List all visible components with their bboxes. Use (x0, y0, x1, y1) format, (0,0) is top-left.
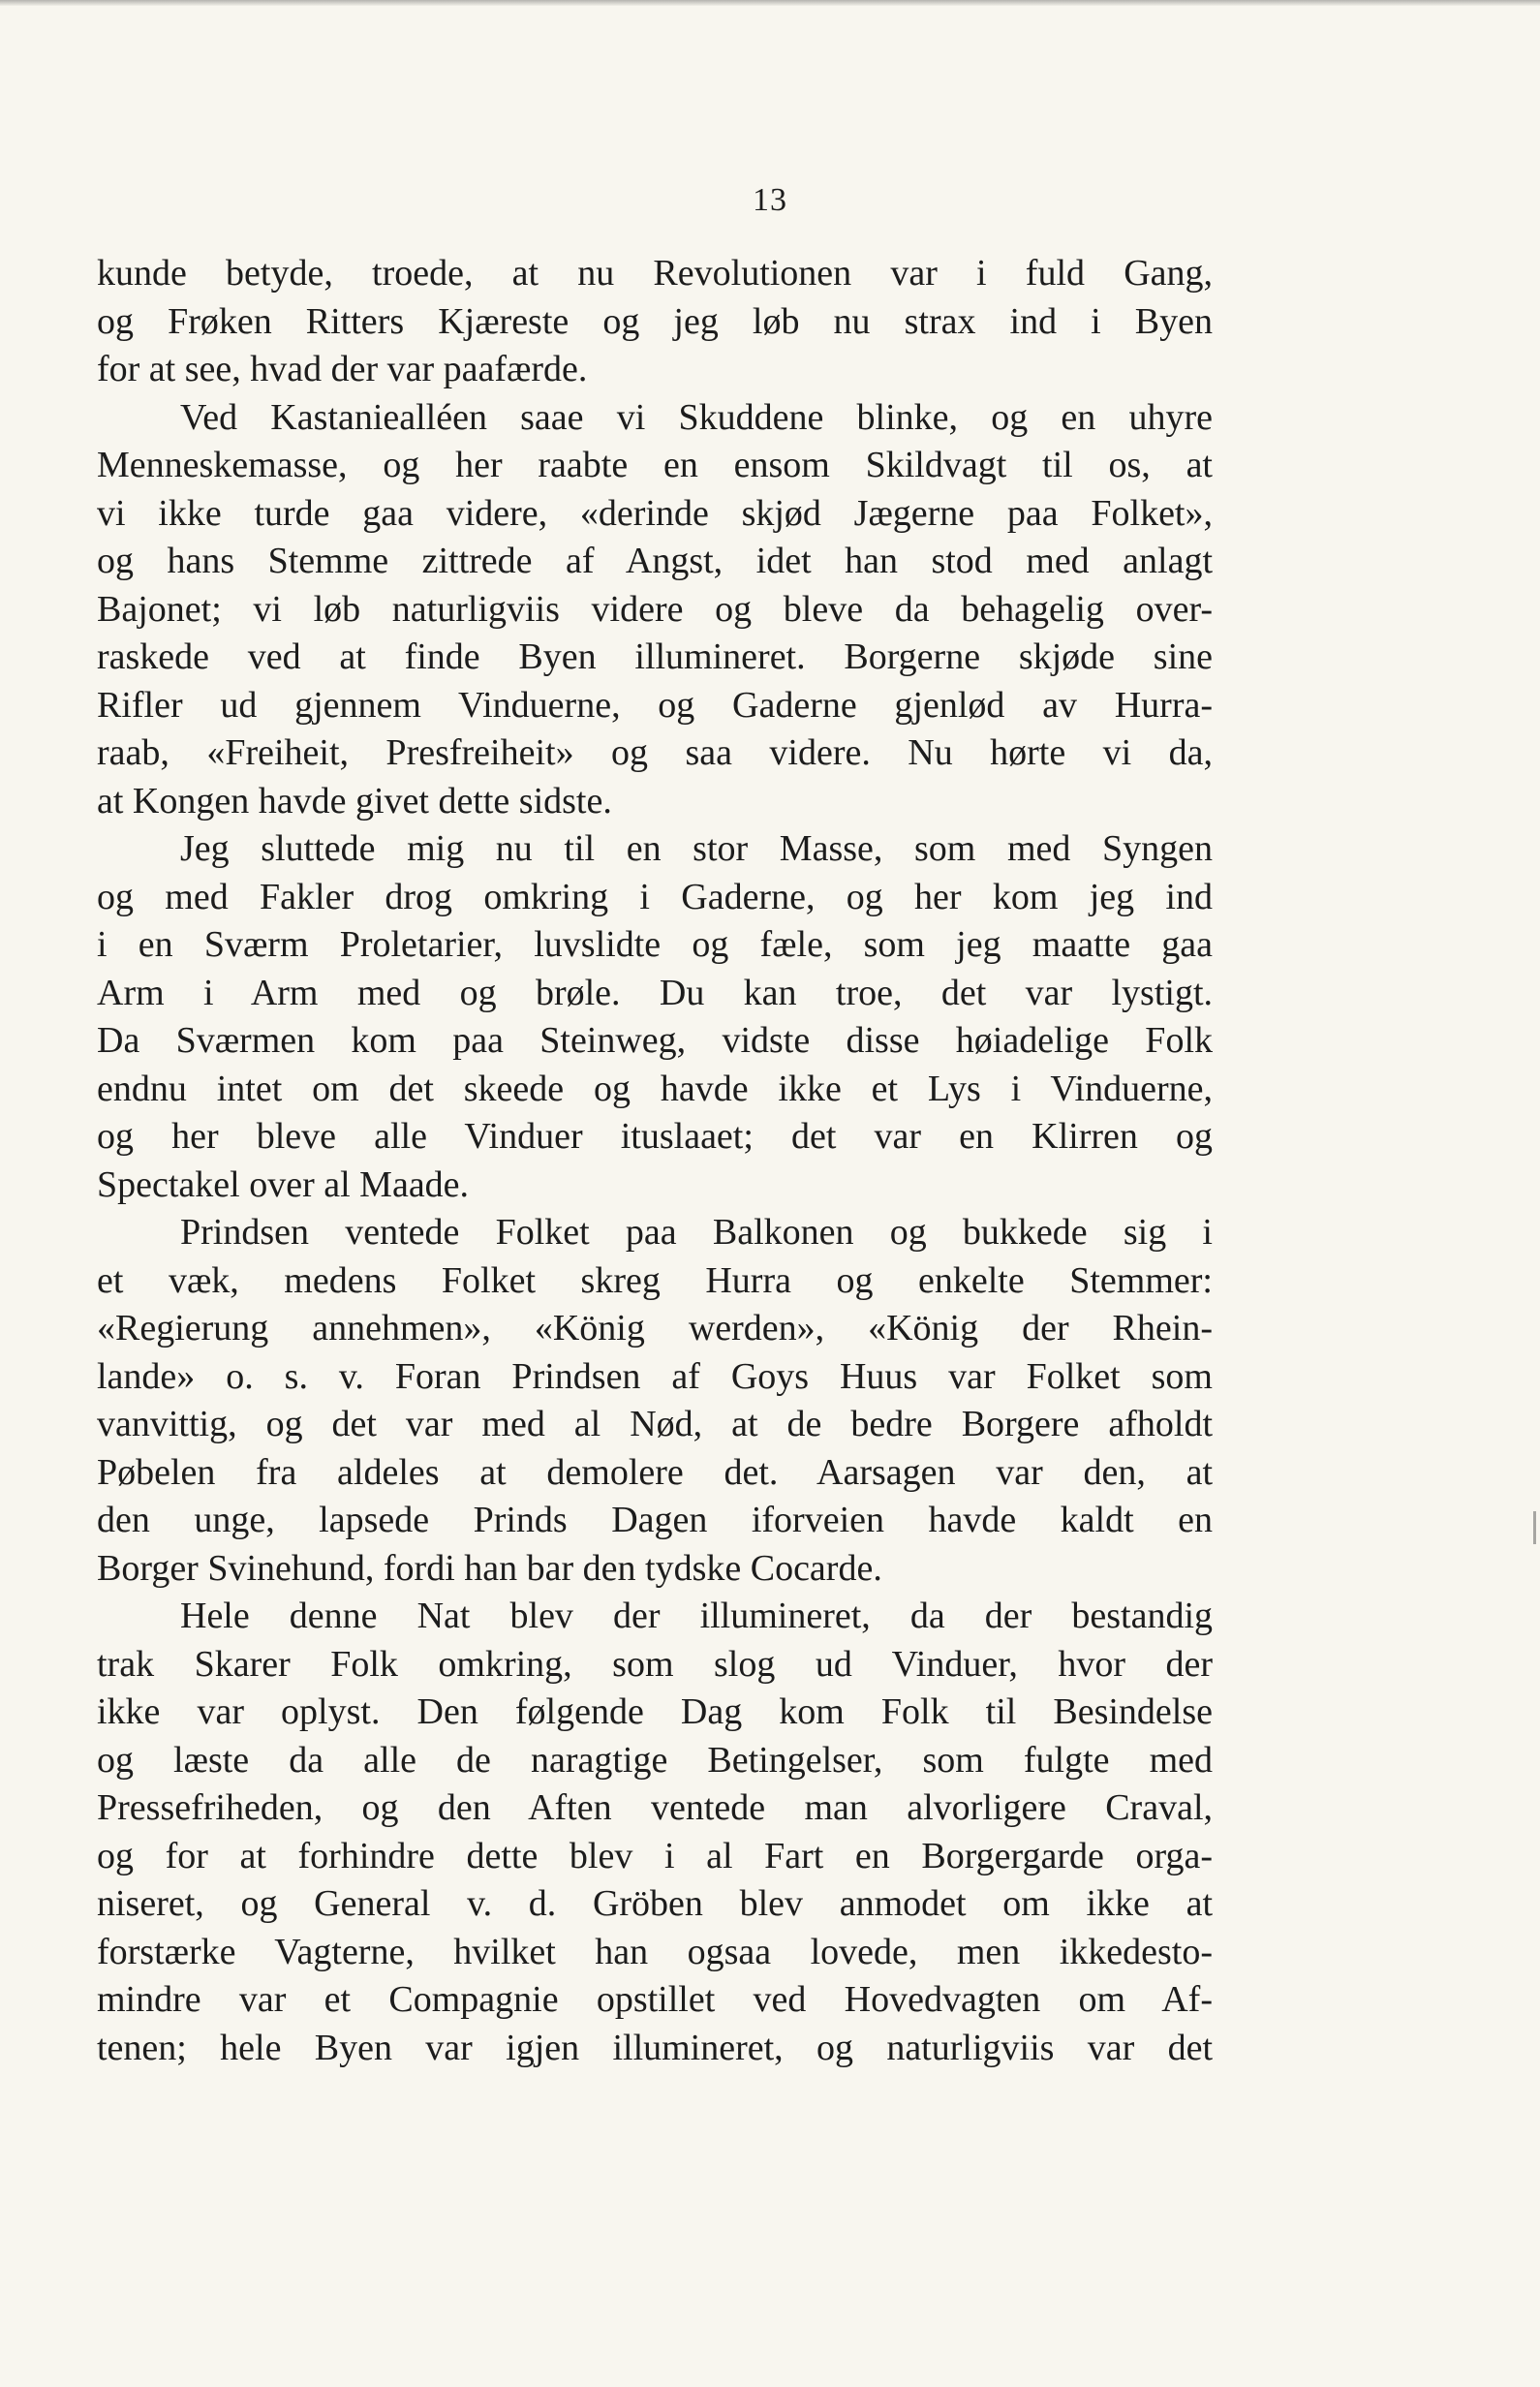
text-line: og med Fakler drog omkring i Gaderne, og her kom jeg ind (97, 876, 1213, 917)
text-line: Spectakel over al Maade. (97, 1163, 470, 1205)
text-line: kunde betyde, troede, at nu Revolutionen var i fuld Gang, (97, 253, 1213, 294)
text-line: Arm i Arm med og brøle. Du kan troe, det var lystigt. (97, 972, 1213, 1013)
text-line: i en Sværm Proletarier, luvslidte og fæle, som jeg maatte gaa (97, 924, 1213, 965)
page-number: 13 (753, 182, 787, 218)
text-line: Borger Svinehund, fordi han bar den tydske Cocarde. (97, 1547, 882, 1589)
text-line: niseret, og General v. d. Gröben blev anmodet om ikke at (97, 1883, 1213, 1924)
text-line: og læste da alle de naragtige Betingelser, som fulgte med (97, 1739, 1213, 1781)
text-line: Menneskemasse, og her raabte en ensom Skildvagt til os, at (97, 445, 1213, 485)
text-line: og her bleve alle Vinduer ituslaaet; det var en Klirren og (97, 1116, 1213, 1157)
text-line: Pressefriheden, og den Aften ventede man alvorligere Craval, (97, 1787, 1213, 1828)
text-line: lande» o. s. v. Foran Prindsen af Goys Huus var Folket som (97, 1355, 1213, 1397)
scan-edge-mark (1533, 1511, 1536, 1544)
text-line: den unge, lapsede Prinds Dagen iforveien havde kaldt en (97, 1500, 1213, 1540)
text-line: mindre var et Compagnie opstillet ved Hovedvagten om Af- (97, 1979, 1213, 2020)
text-line: og for at forhindre dette blev i al Fart en Borgergarde orga- (97, 1835, 1213, 1876)
text-line: Pøbelen fra aldeles at demolere det. Aarsagen var den, at (97, 1451, 1213, 1493)
text-line: Rifler ud gjennem Vinduerne, og Gaderne gjenlød av Hurra- (97, 684, 1213, 726)
text-line: Bajonet; vi løb naturligviis videre og bleve da behagelig over- (97, 588, 1213, 630)
text-line: for at see, hvad der var paafærde. (97, 349, 588, 389)
text-line: Hele denne Nat blev der illumineret, da der bestandig (180, 1596, 1213, 1636)
text-line: og Frøken Ritters Kjæreste og jeg løb nu strax ind i Byen (97, 300, 1213, 342)
scan-edge (0, 0, 1540, 6)
text-line: Ved Kastaniealléen saae vi Skuddene blinke, og en uhyre (180, 396, 1213, 438)
text-line: vanvittig, og det var med al Nød, at de bedre Borgere afholdt (97, 1404, 1213, 1444)
text-line: «Regierung annehmen», «König werden», «König der Rhein- (97, 1308, 1213, 1348)
text-line: endnu intet om det skeede og havde ikke et Lys i Vinduerne, (97, 1068, 1213, 1109)
text-line: Jeg sluttede mig nu til en stor Masse, som med Syngen (180, 828, 1213, 869)
text-line: forstærke Vagterne, hvilket han ogsaa lovede, men ikkedesto- (97, 1931, 1213, 1972)
text-line: at Kongen havde givet dette sidste. (97, 780, 612, 822)
text-line: raab, «Freiheit, Presfreiheit» og saa videre. Nu hørte vi da, (97, 732, 1213, 773)
text-line: trak Skarer Folk omkring, som slog ud Vinduer, hvor der (97, 1643, 1213, 1685)
text-line: raskede ved at finde Byen illumineret. Borgerne skjøde sine (97, 636, 1213, 677)
text-line: Prindsen ventede Folket paa Balkonen og bukkede sig i (180, 1212, 1213, 1253)
text-line: et væk, medens Folket skreg Hurra og enkelte Stemmer: (97, 1259, 1213, 1301)
text-line: ikke var oplyst. Den følgende Dag kom Folk til Besindelse (97, 1691, 1213, 1732)
body-text (97, 250, 1213, 2072)
text-line: Da Sværmen kom paa Steinweg, vidste disse høiadelige Folk (97, 1020, 1213, 1061)
text-line: og hans Stemme zittrede af Angst, idet han stod med anlagt (97, 541, 1213, 581)
text-line: tenen; hele Byen var igjen illumineret, og naturligviis var det (97, 2027, 1213, 2068)
text-line: vi ikke turde gaa videre, «derinde skjød Jægerne paa Folket», (97, 492, 1213, 534)
